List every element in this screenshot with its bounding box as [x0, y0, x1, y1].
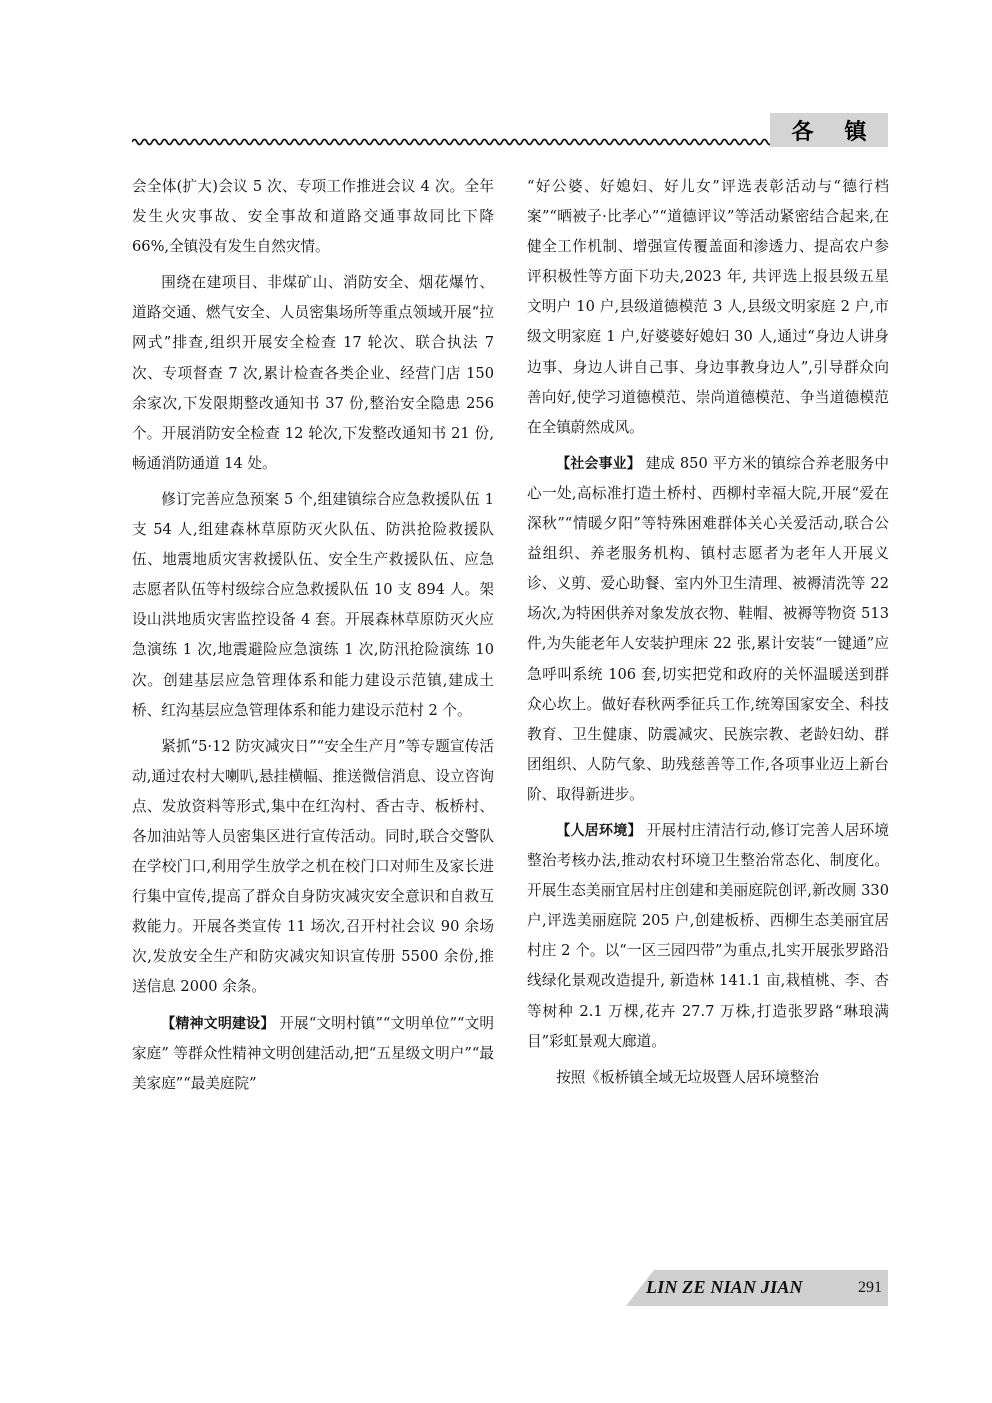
- section-title-char-2: 镇: [844, 119, 867, 145]
- section-tab: [770, 113, 888, 147]
- journal-name: LIN ZE NIAN JIAN: [646, 1277, 803, 1297]
- left-paragraph-5: [132, 1009, 494, 1099]
- header-wavy-rule: [132, 136, 772, 148]
- right-paragraph-2: [527, 449, 889, 810]
- keyword-social-affairs: 【社会事业】: [556, 455, 641, 472]
- keyword-living-environment: 【人居环境】: [556, 822, 642, 839]
- right-paragraph-2-text: 建成 850 平方米的镇综合养老服务中心一处,高标准打造土桥村、西柳村幸福大院,开展“爱在深秋”“情暖夕阳”等特殊困难群体关心关爱活动,联合公益组织、养老服务机构、镇村志愿者为老年人开展义诊、义剪、爱心助餐、室内外卫生清理、被褥清洗等 22 场次,为特困供养对象发放衣物、鞋帽、被褥等物资 513 件,为失能老年人安装护理床 22 张,累计安装“一键通”应急呼叫系统 106 套,切实把党和政府的关怀温暖送到群众心坎上。做好春秋两季征兵工作,统筹国家安全、科技教育、卫生健康、防震减灾、民族宗教、老龄妇幼、群团组织、人防气象、助残慈善等工作,各项事业迈上新台阶、取得新进步。: [527, 454, 890, 803]
- right-paragraph-3-text: 开展村庄清洁行动,修订完善人居环境整治考核办法,推动农村环境卫生整治常态化、制度化。开展生态美丽宜居村庄创建和美丽庭院创评,新改厕 330 户,评选美丽庭院 205 户,创建板桥、西柳生态美丽宜居村庄 2 个。以“一区三园四带”为重点,扎实开展张罗路沿线绿化景观改造提升, 新造林 141.1 亩,栽植桃、李、杏等树种 2.1 万棵,花卉 27.7 万株,打造张罗路“琳琅满目”彩虹景观大廊道。: [527, 821, 890, 1050]
- right-paragraph-4: 按照《板桥镇全域无垃圾暨人居环境整治: [556, 1068, 819, 1086]
- left-column: [132, 172, 494, 1099]
- right-paragraph-1: “好公婆、好媳妇、好儿女”评选表彰活动与“德行档案”“晒被子·比孝心”“道德评议”等活动紧密结合起来,在健全工作机制、增强宣传覆盖面和渗透力、提高农户参评积极性等方面下功夫,2023 年, 共评选上报县级五星文明户 10 户,县级道德模范 3 人,县级文明家庭 2 户,市级文明家庭 1 户,好婆婆好媳妇 30 人,通过“身边人讲身边事、身边人讲自己事、身边事教身边人”,引导群众向善向好,使学习道德模范、崇尚道德模范、争当道德模范在全镇蔚然成风。: [527, 178, 889, 436]
- left-paragraph-5-text: 开展“文明村镇”“文明单位”“文明家庭” 等群众性精神文明创建活动,把“五星级文明户”“最美家庭”“最美庭院”: [132, 1014, 495, 1092]
- left-paragraph-2: 围绕在建项目、非煤矿山、消防安全、烟花爆竹、道路交通、燃气安全、人员密集场所等重点领域开展“拉网式”排查,组织开展安全检查 17 轮次、联合执法 7 次、专项督查 7 次,累计检查各类企业、经营门店 150 余家次,下发限期整改通知书 37 份,整治安全隐患 256 个。开展消防安全检查 12 轮次,下发整改通知书 21 份,畅通消防通道 14 处。: [132, 274, 494, 472]
- keyword-spiritual-civilization: 【精神文明建设】: [161, 1015, 275, 1032]
- left-paragraph-4: 紧抓“5·12 防灾减灾日”“安全生产月”等专题宣传活动,通过农村大喇叭,悬挂横幅、推送微信消息、设立咨询点、发放资料等形式,集中在红沟村、香古寺、板桥村、各加油站等人员密集区进行宣传活动。同时,联合交警队在学校门口,利用学生放学之机在校门口对师生及家长进行集中宣传,提高了群众自身防灾减灾安全意识和自救互救能力。开展各类宣传 11 场次,召开村社会议 90 余场次,发放安全生产和防灾减灾知识宣传册 5500 余份,推送信息 2000 余条。: [132, 737, 494, 996]
- section-title-char-1: 各: [791, 119, 814, 145]
- left-paragraph-3: 修订完善应急预案 5 个,组建镇综合应急救援队伍 1 支 54 人,组建森林草原防灭火队伍、防洪抢险救援队伍、地震地质灾害救援队伍、安全生产救援队伍、应急志愿者队伍等村级综合应急救援队伍 10 支 894 人。架设山洪地质灾害监控设备 4 套。开展森林草原防灭火应急演练 1 次,地震避险应急演练 1 次,防汛抢险演练 10 次。创建基层应急管理体系和能力建设示范镇,建成土桥、红沟基层应急管理体系和能力建设示范村 2 个。: [132, 490, 494, 719]
- left-paragraph-1: 会全体(扩大)会议 5 次、专项工作推进会议 4 次。全年发生火灾事故、安全事故和道路交通事故同比下降 66%,全镇没有发生自然灾情。: [132, 178, 494, 256]
- right-paragraph-3: [527, 816, 889, 1057]
- page-number: 291: [858, 1279, 882, 1296]
- right-column: [527, 172, 889, 1093]
